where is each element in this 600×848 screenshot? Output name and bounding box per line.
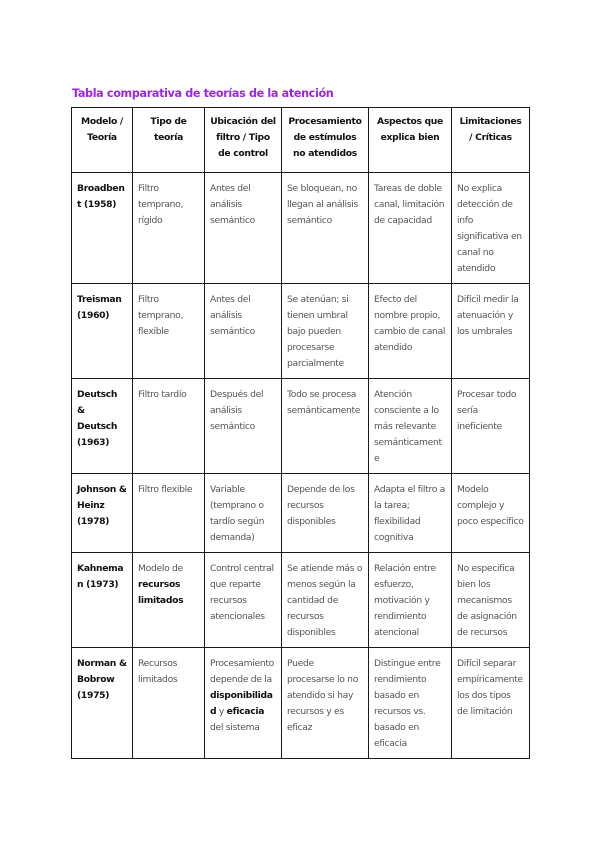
table-row xyxy=(72,379,530,474)
cell-explains: Tareas de doble canal, limitación de capacidad xyxy=(369,173,452,284)
cell-location: Antes del análisis semántico xyxy=(205,173,282,284)
cell-type: Filtro tardío xyxy=(133,379,205,474)
column-header-type: Tipo de teoría xyxy=(133,108,205,173)
cell-location-prefix: Procesamiento depende de la xyxy=(210,658,274,685)
cell-type-emphasis: recursos limitados xyxy=(138,579,184,606)
cell-type xyxy=(133,553,205,648)
table-row xyxy=(72,284,530,379)
cell-explains: Adapta el filtro a la tarea; flexibilidad cognitiva xyxy=(369,474,452,553)
cell-limits: No especifica bien los mecanismos de asignación de recursos xyxy=(452,553,530,648)
cell-location: Después del análisis semántico xyxy=(205,379,282,474)
cell-location-emphasis-availability: disponibilidad xyxy=(210,690,273,717)
cell-explains: Atención consciente a lo más relevante semánticamente xyxy=(369,379,452,474)
cell-limits: Procesar todo sería ineficiente xyxy=(452,379,530,474)
cell-model: Deutsch & Deutsch (1963) xyxy=(72,379,133,474)
cell-model: Treisman (1960) xyxy=(72,284,133,379)
cell-location: Control central que reparte recursos atencionales xyxy=(205,553,282,648)
column-header-model: Modelo / Teoría xyxy=(72,108,133,173)
cell-explains: Efecto del nombre propio, cambio de canal atendido xyxy=(369,284,452,379)
cell-processing: Se atenúan; si tienen umbral bajo pueden procesarse parcialmente xyxy=(282,284,369,379)
document-title: Tabla comparativa de teorías de la atención xyxy=(72,87,334,100)
table-row xyxy=(72,553,530,648)
cell-explains: Distingue entre rendimiento basado en recursos vs. basado en eficacia xyxy=(369,648,452,759)
cell-processing: Se atiende más o menos según la cantidad de recursos disponibles xyxy=(282,553,369,648)
cell-model: Kahneman (1973) xyxy=(72,553,133,648)
cell-limits: Modelo complejo y poco específico xyxy=(452,474,530,553)
cell-location: Antes del análisis semántico xyxy=(205,284,282,379)
cell-model: Norman & Bobrow (1975) xyxy=(72,648,133,759)
cell-limits: Difícil separar empíricamente los dos tipos de limitación xyxy=(452,648,530,759)
cell-type-prefix: Modelo de xyxy=(138,563,183,574)
cell-location xyxy=(205,648,282,759)
column-header-limits: Limitaciones / Críticas xyxy=(452,108,530,173)
column-header-location: Ubicación del filtro / Tipo de control xyxy=(205,108,282,173)
cell-type: Recursos limitados xyxy=(133,648,205,759)
cell-limits: No explica detección de info significativa en canal no atendido xyxy=(452,173,530,284)
column-header-explains: Aspectos que explica bien xyxy=(369,108,452,173)
cell-location-suffix: del sistema xyxy=(210,722,260,733)
cell-type: Filtro temprano, flexible xyxy=(133,284,205,379)
cell-model: Broadbent (1958) xyxy=(72,173,133,284)
cell-location: Variable (temprano o tardío según demanda) xyxy=(205,474,282,553)
cell-processing: Depende de los recursos disponibles xyxy=(282,474,369,553)
cell-location-emphasis-efficacy: eficacia xyxy=(226,706,265,717)
cell-limits: Difícil medir la atenuación y los umbrales xyxy=(452,284,530,379)
table-row xyxy=(72,173,530,284)
comparison-table xyxy=(71,107,530,759)
column-header-processing: Procesamiento de estímulos no atendidos xyxy=(282,108,369,173)
table-header-row xyxy=(72,108,530,173)
cell-type: Filtro flexible xyxy=(133,474,205,553)
cell-processing: Todo se procesa semánticamente xyxy=(282,379,369,474)
cell-explains: Relación entre esfuerzo, motivación y rendimiento atencional xyxy=(369,553,452,648)
table-row xyxy=(72,474,530,553)
cell-location-connector: y xyxy=(218,706,225,717)
table-row xyxy=(72,648,530,759)
cell-processing: Puede procesarse lo no atendido si hay recursos y es eficaz xyxy=(282,648,369,759)
cell-type: Filtro temprano, rígido xyxy=(133,173,205,284)
cell-processing: Se bloquean, no llegan al análisis semántico xyxy=(282,173,369,284)
cell-model: Johnson & Heinz (1978) xyxy=(72,474,133,553)
